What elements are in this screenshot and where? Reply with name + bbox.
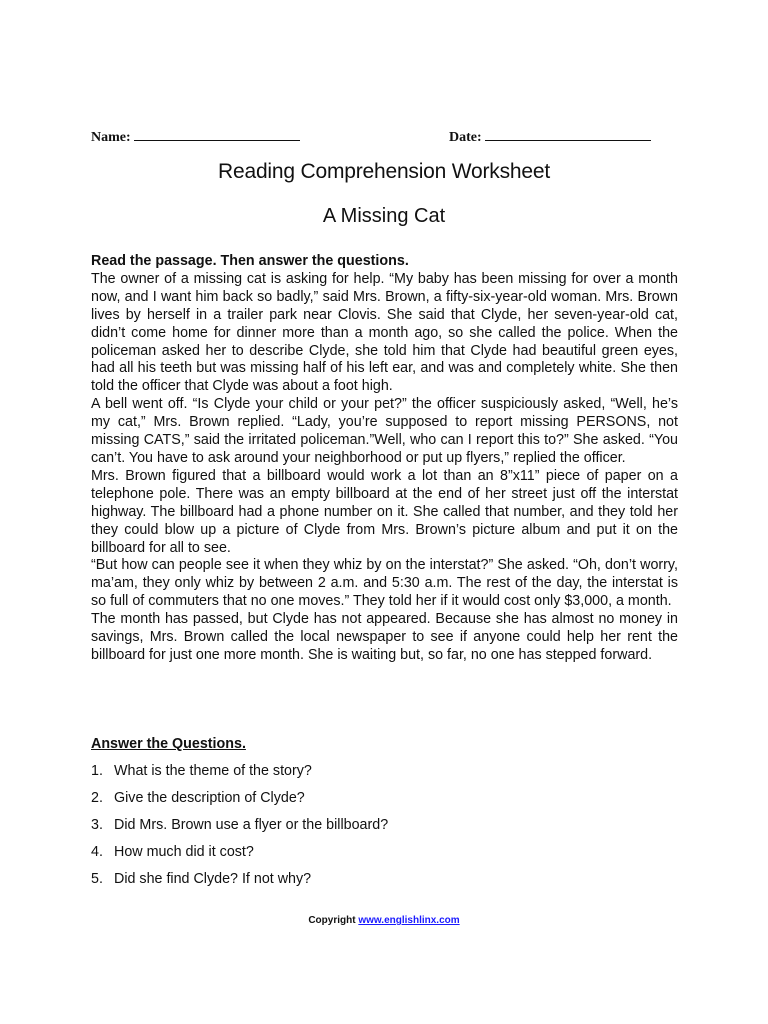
question-text: How much did it cost? (114, 844, 254, 860)
worksheet-header (91, 126, 677, 148)
reading-passage (91, 253, 678, 665)
question-item (91, 762, 678, 789)
question-text: What is the theme of the story? (114, 763, 312, 779)
story-title: A Missing Cat (322, 205, 446, 227)
instruction-text: Read the passage. Then answer the questions. (91, 253, 409, 269)
question-text: Give the description of Clyde? (114, 790, 305, 806)
name-blank-line (134, 126, 300, 141)
name-label: Name: (91, 130, 131, 145)
passage-paragraph-4: “But how can people see it when they whiz by on the interstat?” She asked. “Oh, don’t worry, ma’am, they only whiz by between 2 a.m. and 5:30 a.m. The rest of the day, the interstat is so full of commuters that no one moves.” They told her if it would cost only $3,000, a month. (91, 557, 678, 610)
question-item (91, 870, 678, 897)
worksheet-title: Reading Comprehension Worksheet (218, 160, 550, 183)
name-field (91, 126, 300, 146)
question-number: 2. (91, 790, 103, 806)
passage-paragraph-1: The owner of a missing cat is asking for help. “My baby has been missing for over a month now, and I want him back so badly,” said Mrs. Brown, a fifty-six-year-old woman. Mrs. Brown lives by herself in a trailer park near Clovis. She said that Clyde, her seven-year-old cat, didn’t come home for dinner more than a month ago, so she called the police. When the policeman asked her to describe Clyde, she told him that Clyde had beautiful green eyes, had all his teeth but was missing half of his left ear, and was and completely white. She then told the officer that Clyde was about a foot high. (91, 270, 678, 395)
questions-heading: Answer the Questions. (91, 736, 246, 752)
passage-paragraph-3: Mrs. Brown figured that a billboard would work a lot than an 8”x11” piece of paper on a telephone pole. There was an empty billboard at the end of her street just off the interstat highway. The billboard had a phone number on it. She called that number, and they told her they could blow up a picture of Clyde from Mrs. Brown’s picture album and put it on the billboard for all to see. (91, 467, 678, 556)
copyright-label: Copyright (308, 915, 356, 926)
question-item (91, 789, 678, 816)
passage-paragraph-5: The month has passed, but Clyde has not appeared. Because she has almost no money in savings, Mrs. Brown called the local newspaper to see if anyone could help her rent the billboard for just one more month. She is waiting but, so far, no one has stepped forward. (91, 611, 678, 663)
question-number: 1. (91, 763, 103, 779)
question-text: Did she find Clyde? If not why? (114, 871, 312, 887)
passage-paragraph-2: A bell went off. “Is Clyde your child or your pet?” the officer suspiciously asked, “Well, he’s my cat,” Mrs. Brown replied. “Lady, you’re supposed to report missing PERSONS, not missing CATS,” said the irritated policeman.”Well, who can I report this to?” She asked. “You can’t. You have to ask around your neighborhood or put up flyers,” replied the officer. (91, 396, 678, 466)
copyright-footer (0, 915, 768, 926)
question-number: 5. (91, 871, 103, 887)
question-number: 4. (91, 844, 103, 860)
question-text: Did Mrs. Brown use a flyer or the billboard? (114, 817, 389, 833)
question-item (91, 816, 678, 843)
date-label: Date: (449, 130, 482, 145)
question-item (91, 843, 678, 870)
date-blank-line (485, 126, 651, 141)
website-link[interactable]: www.englishlinx.com (358, 915, 460, 926)
question-list (91, 762, 678, 897)
date-field (449, 126, 651, 146)
question-number: 3. (91, 817, 103, 833)
